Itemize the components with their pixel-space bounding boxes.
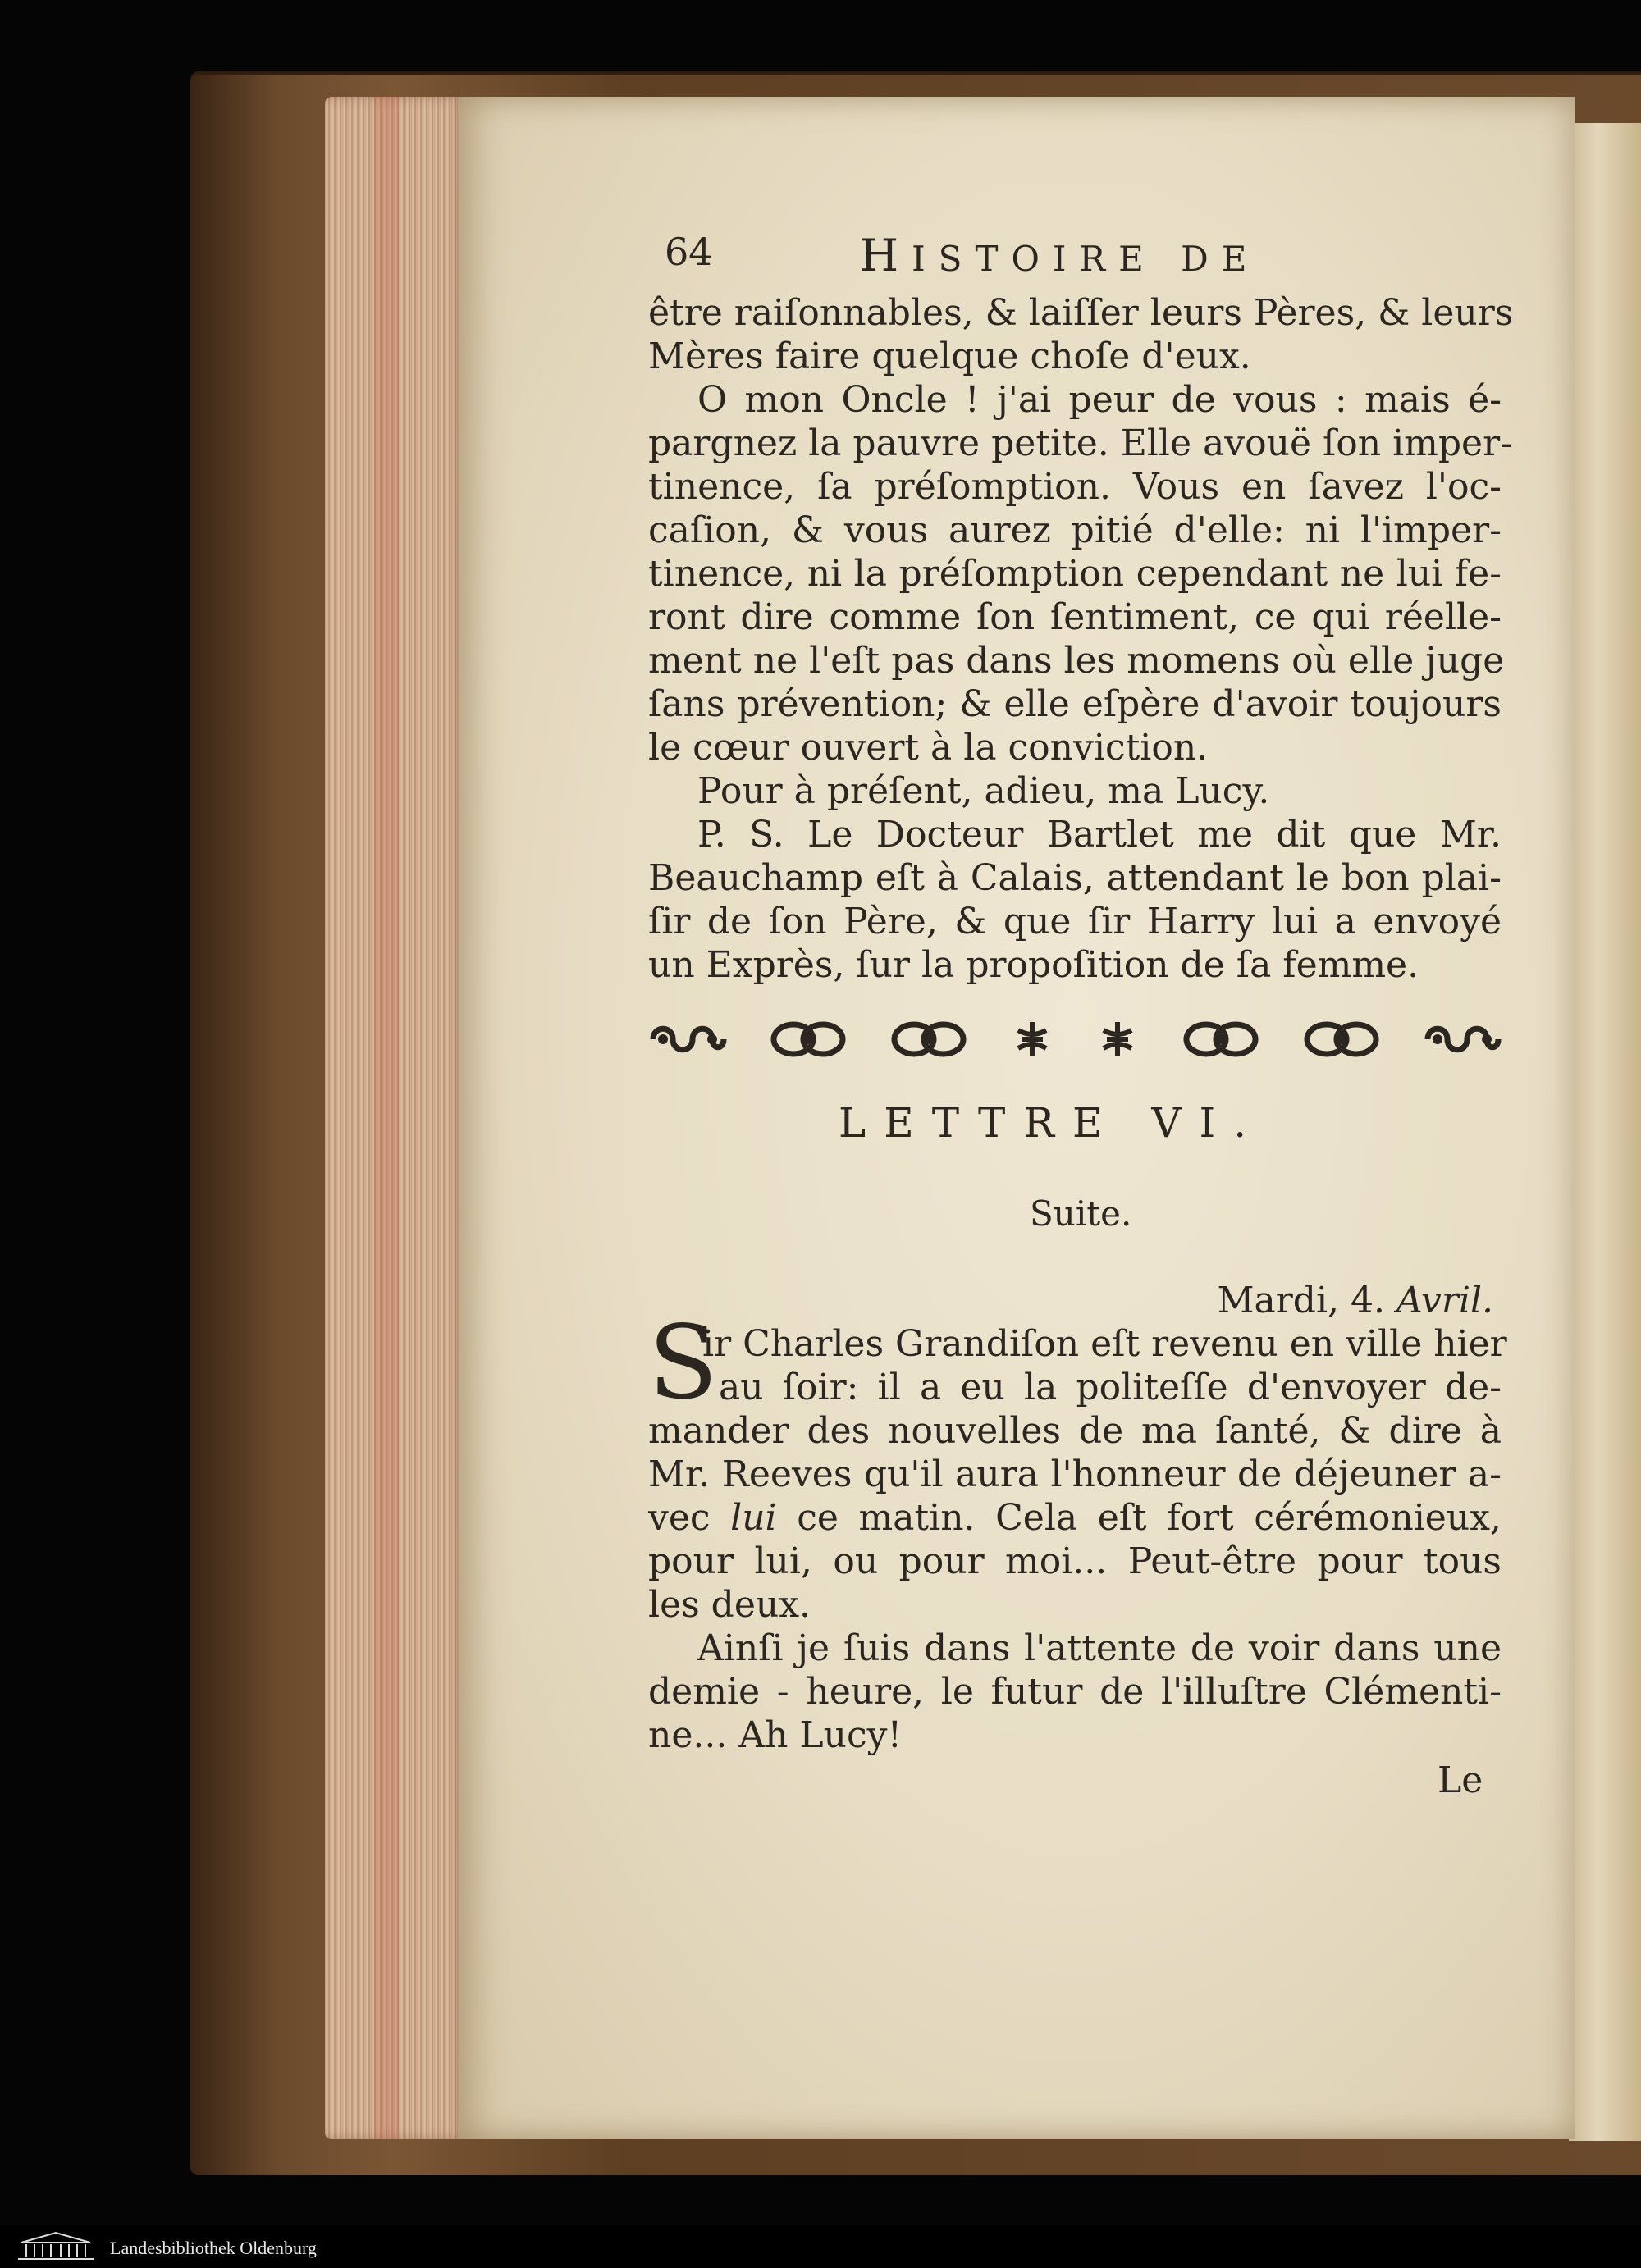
- text-line: tinence, ni la préſomption cependant ne lui fe-: [648, 553, 1502, 595]
- text-line: Mères faire quelque choſe d'eux.: [648, 335, 1251, 377]
- ornament-scroll-icon: [1182, 1019, 1260, 1060]
- text-line: ir Charles Grandiſon eſt revenu en ville hier: [702, 1323, 1507, 1365]
- right-page-leaves: [1569, 123, 1641, 2141]
- drop-cap: S: [648, 1304, 718, 1422]
- dropcap-lines: [702, 1322, 1507, 1409]
- letter-title: LETTRE VI.: [839, 1099, 1265, 1147]
- decorative-ornament-band: [648, 1011, 1502, 1068]
- text-line: Mr. Reeves qu'il aura l'honneur de déjeuner a-: [648, 1453, 1502, 1495]
- ornament-scroll-icon: [769, 1019, 848, 1060]
- text-line: caſion, & vous aurez pitié d'elle: ni l'imper-: [648, 509, 1502, 551]
- text-line: demie - heure, le futur de l'illuſtre Clémenti-: [648, 1671, 1502, 1713]
- text-line: Ainſi je ſuis dans l'attente de voir dans une: [697, 1627, 1502, 1669]
- ornament-scroll-icon: [889, 1019, 968, 1060]
- text-line: ſans prévention; & elle eſpère d'avoir toujours: [648, 683, 1502, 725]
- library-building-icon: [15, 2229, 97, 2262]
- text-line: pour lui, ou pour moi... Peut-être pour tous: [648, 1540, 1502, 1582]
- text-line: tinence, ſa préſomption. Vous en ſavez l'oc-: [648, 466, 1502, 508]
- ornament-fleuron-icon: [1010, 1019, 1054, 1060]
- text-line: un Exprès, ſur la propoſition de ſa femme.: [648, 944, 1419, 986]
- letter-body: [648, 1409, 1502, 1757]
- text-line: Pour à préſent, adieu, ma Lucy.: [697, 770, 1270, 812]
- ornament-fleuron-icon: [1095, 1019, 1140, 1060]
- ornament-scroll-icon: [648, 1019, 727, 1060]
- date-month: Avril.: [1396, 1280, 1493, 1321]
- italic-word: lui: [730, 1497, 777, 1539]
- ornament-scroll-icon: [1423, 1019, 1502, 1060]
- text-line: ront dire comme ſon ſentiment, ce qui réelle-: [648, 596, 1502, 638]
- text-line: les deux.: [648, 1584, 811, 1626]
- catchword: Le: [1438, 1759, 1483, 1801]
- text-line: [648, 1496, 1502, 1540]
- text-line: Beauchamp eſt à Calais, attendant le bon plai-: [648, 857, 1502, 899]
- library-name: Landesbibliothek Oldenburg: [110, 2238, 317, 2258]
- text-fragment: ce matin. Cela eſt fort cérémonieux,: [797, 1497, 1502, 1539]
- running-title: [860, 230, 1259, 281]
- text-line: être raiſonnables, & laiſſer leurs Pères, & leurs: [648, 292, 1514, 334]
- text-line: ne... Ah Lucy!: [648, 1714, 903, 1756]
- text-line: P. S. Le Docteur Bartlet me dit que Mr.: [697, 814, 1502, 856]
- text-line: au ſoir: il a eu la politeſſe d'envoyer de-: [719, 1367, 1502, 1408]
- text-line: mander des nouvelles de ma ſanté, & dire à: [648, 1410, 1502, 1452]
- page-number: 64: [665, 230, 713, 274]
- letter-subtitle: Suite.: [1030, 1193, 1132, 1234]
- running-title-initial: H: [860, 230, 912, 281]
- text-line: ment ne l'eſt pas dans les momens où elle juge: [648, 640, 1505, 682]
- ornament-scroll-icon: [1302, 1019, 1381, 1060]
- text-fragment: vec: [648, 1497, 711, 1539]
- text-line: le cœur ouvert à la conviction.: [648, 727, 1209, 769]
- date-prefix: Mardi, 4.: [1217, 1280, 1385, 1321]
- letter-date: [1217, 1280, 1493, 1321]
- text-line: ſir de ſon Père, & que ſir Harry lui a envoyé: [648, 901, 1502, 942]
- text-line: pargnez la pauvre petite. Elle avouë ſon imper-: [648, 422, 1512, 464]
- running-title-rest: ISTOIRE DE: [912, 239, 1260, 279]
- page-edge-tint: [374, 97, 399, 2139]
- top-text-block: [648, 291, 1514, 987]
- text-line: O mon Oncle ! j'ai peur de vous : mais é-: [697, 379, 1502, 421]
